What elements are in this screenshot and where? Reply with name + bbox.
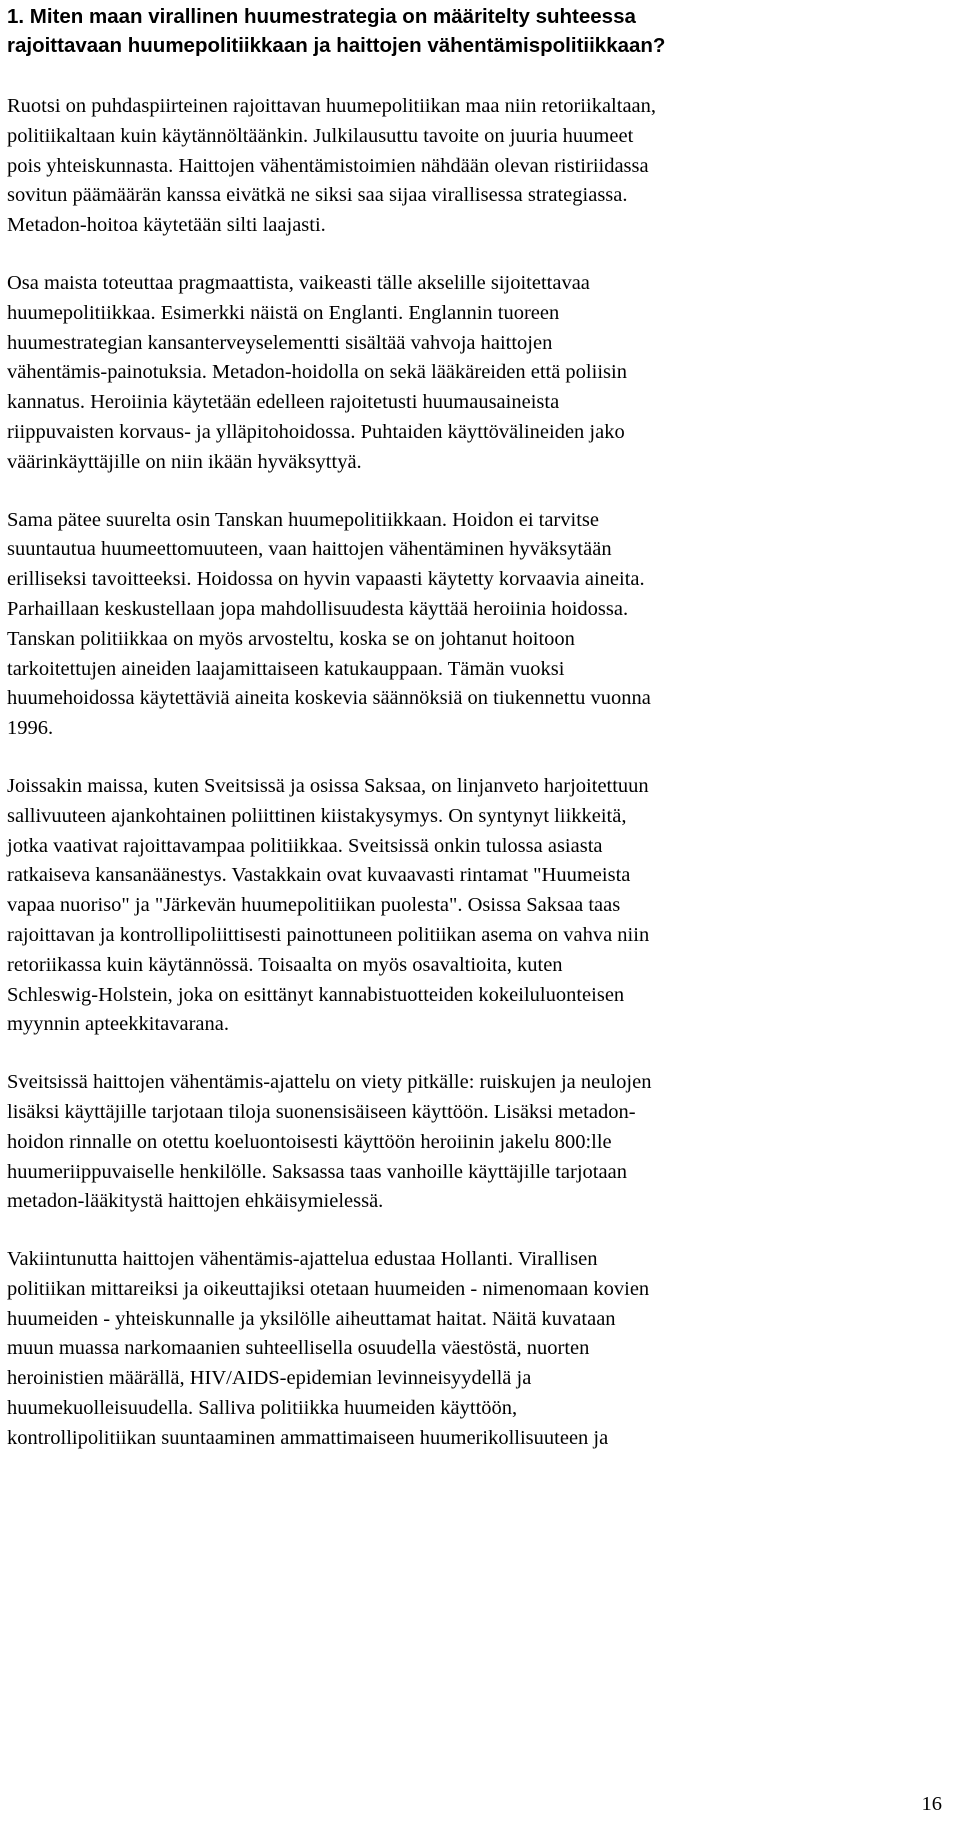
text-line: väärinkäyttäjille on niin ikään hyväksyttyä. bbox=[7, 450, 362, 473]
text-line: myynnin apteekkitavarana. bbox=[7, 1013, 229, 1036]
text-line: huumeriippuvaiselle henkilölle. Saksassa taas vanhoille käyttäjille tarjotaan bbox=[7, 1160, 627, 1183]
text-line: riippuvaisten korvaus- ja ylläpitohoidossa. Puhtaiden käyttövälineiden jako bbox=[7, 420, 625, 443]
text-line: lisäksi käyttäjille tarjotaan tiloja suonensisäiseen käyttöön. Lisäksi metadon- bbox=[7, 1100, 636, 1123]
paragraph-switzerland-germany bbox=[7, 772, 947, 1040]
paragraph-england bbox=[7, 269, 947, 478]
text-line: metadon-lääkitystä haittojen ehkäisymielessä. bbox=[7, 1190, 384, 1213]
paragraph-sweden bbox=[7, 92, 947, 241]
heading-line: 1. Miten maan virallinen huumestrategia on määritelty suhteessa bbox=[7, 5, 636, 28]
text-line: rajoittavan ja kontrollipoliittisesti painottuneen politiikan asema on vahva niin bbox=[7, 923, 650, 946]
text-line: Ruotsi on puhdaspiirteinen rajoittavan huumepolitiikan maa niin retoriikaltaan, bbox=[7, 95, 657, 117]
text-line: retoriikassa kuin käytännössä. Toisaalta on myös osavaltioita, kuten bbox=[7, 953, 563, 976]
text-line: Sveitsissä haittojen vähentämis-ajattelu on viety pitkälle: ruiskujen ja neulojen bbox=[7, 1071, 652, 1094]
text-line: sallivuuteen ajankohtainen poliittinen kiistakysymys. On syntynyt liikkeitä, bbox=[7, 804, 627, 827]
text-line: heroinistien määrällä, HIV/AIDS-epidemian levinneisyydellä ja bbox=[7, 1367, 532, 1390]
text-line: kannatus. Heroiinia käytetään edelleen rajoitetusti huumausaineista bbox=[7, 391, 560, 414]
text-line: sovitun päämäärän kanssa eivätkä ne siksi saa sijaa virallisessa strategiassa. bbox=[7, 184, 628, 207]
text-line: Joissakin maissa, kuten Sveitsissä ja osissa Saksaa, on linjanveto harjoitettuun bbox=[7, 774, 649, 797]
text-line: Sama pätee suurelta osin Tanskan huumepolitiikkaan. Hoidon ei tarvitse bbox=[7, 508, 599, 531]
heading-line: rajoittavaan huumepolitiikkaan ja haittojen vähentämispolitiikkaan? bbox=[7, 34, 666, 57]
question-heading bbox=[7, 2, 937, 60]
text-line: vähentämis-painotuksia. Metadon-hoidolla on sekä lääkäreiden että poliisin bbox=[7, 361, 627, 384]
paragraph-harm-reduction-switzerland bbox=[7, 1068, 947, 1217]
paragraph-netherlands bbox=[7, 1245, 947, 1454]
text-line: jotka vaativat rajoittavampaa politiikkaa. Sveitsissä onkin tulossa asiasta bbox=[7, 834, 603, 857]
text-line: politiikan mittareiksi ja oikeuttajiksi otetaan huumeiden - nimenomaan kovien bbox=[7, 1277, 650, 1300]
text-line: 1996. bbox=[7, 717, 54, 740]
body-text bbox=[7, 92, 947, 1482]
text-line: Parhaillaan keskustellaan jopa mahdollisuudesta käyttää heroiinia hoidossa. bbox=[7, 597, 629, 620]
text-line: hoidon rinnalle on otettu koeluontoisesti käyttöön heroiinin jakelu 800:lle bbox=[7, 1130, 612, 1153]
text-line: huumekuolleisuudella. Salliva politiikka huumeiden käyttöön, bbox=[7, 1397, 518, 1420]
text-line: huumestrategian kansanterveyselementti sisältää vahvoja haittojen bbox=[7, 331, 553, 354]
text-line: Osa maista toteuttaa pragmaattista, vaikeasti tälle akselille sijoitettavaa bbox=[7, 271, 590, 294]
text-line: vapaa nuoriso" ja "Järkevän huumepolitiikan puolesta". Osissa Saksaa taas bbox=[7, 894, 621, 917]
text-line: Schleswig-Holstein, joka on esittänyt kannabistuotteiden kokeiluluonteisen bbox=[7, 983, 625, 1006]
text-line: erilliseksi tavoitteeksi. Hoidossa on hyvin vapaasti käytetty korvaavia aineita. bbox=[7, 568, 645, 591]
text-line: ratkaiseva kansanäänestys. Vastakkain ovat kuvaavasti rintamat "Huumeista bbox=[7, 864, 631, 887]
text-line: muun muassa narkomaanien suhteellisella osuudella väestöstä, nuorten bbox=[7, 1337, 590, 1360]
text-line: Tanskan politiikkaa on myös arvosteltu, koska se on johtanut hoitoon bbox=[7, 627, 575, 650]
text-line: politiikaltaan kuin käytännöltäänkin. Julkilausuttu tavoite on juuria huumeet bbox=[7, 124, 634, 147]
paragraph-denmark bbox=[7, 506, 947, 744]
text-line: kontrollipolitiikan suuntaaminen ammattimaiseen huumerikollisuuteen ja bbox=[7, 1426, 609, 1449]
text-line: huumeiden - yhteiskunnalle ja yksilölle aiheuttamat haitat. Näitä kuvataan bbox=[7, 1307, 616, 1330]
text-line: pois yhteiskunnasta. Haittojen vähentämistoimien nähdään olevan ristiriidassa bbox=[7, 154, 649, 177]
text-line: huumehoidossa käytettäviä aineita koskevia säännöksiä on tiukennettu vuonna bbox=[7, 687, 651, 710]
text-line: tarkoitettujen aineiden laajamittaiseen katukauppaan. Tämän vuoksi bbox=[7, 657, 565, 680]
text-line: suuntautua huumeettomuuteen, vaan haittojen vähentäminen hyväksytään bbox=[7, 538, 612, 561]
page-number: 16 bbox=[921, 1793, 942, 1815]
text-line: Metadon-hoitoa käytetään silti laajasti. bbox=[7, 214, 326, 237]
text-line: huumepolitiikkaa. Esimerkki näistä on Englanti. Englannin tuoreen bbox=[7, 301, 560, 324]
text-line: Vakiintunutta haittojen vähentämis-ajattelua edustaa Hollanti. Virallisen bbox=[7, 1248, 598, 1271]
